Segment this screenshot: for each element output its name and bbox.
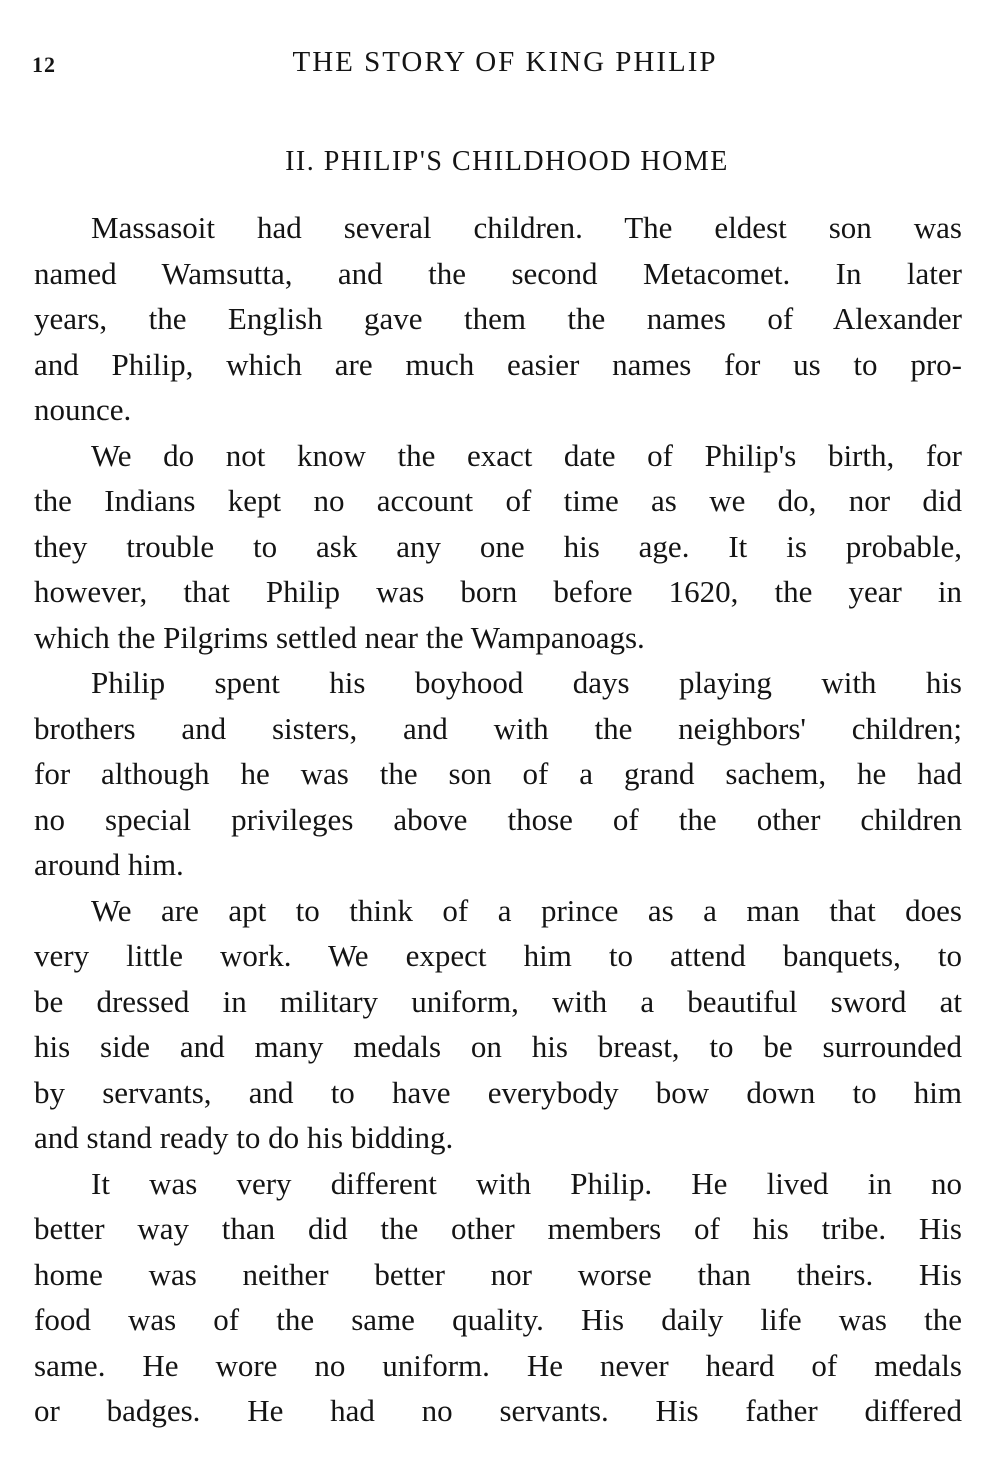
text-line: brothers and sisters, and with the neighbors' children; <box>34 710 962 746</box>
paragraph <box>34 888 962 1161</box>
paragraph <box>34 205 962 433</box>
running-title: THE STORY OF KING PHILIP <box>292 46 718 78</box>
running-head <box>30 46 960 90</box>
paragraph <box>34 660 962 888</box>
text-line: same. He wore no uniform. He never heard of medals <box>34 1347 962 1383</box>
paragraph <box>34 1161 962 1434</box>
text-line: which the Pilgrims settled near the Wampanoags. <box>34 619 645 655</box>
text-line: food was of the same quality. His daily life was the <box>34 1302 962 1337</box>
text-line: Philip spent his boyhood days playing with his <box>91 665 962 700</box>
text-line: or badges. He had no servants. His father differed <box>34 1393 962 1428</box>
text-line: better way than did the other members of his tribe. His <box>34 1211 962 1246</box>
text-line: home was neither better nor worse than theirs. His <box>34 1256 962 1292</box>
text-line: Massasoit had several children. The eldest son was <box>91 210 962 245</box>
text-line: around him. <box>34 847 184 882</box>
text-line: however, that Philip was born before 1620, the year in <box>34 574 962 609</box>
text-line: be dressed in military uniform, with a beautiful sword at <box>34 983 962 1019</box>
text-line: by servants, and to have everybody bow down to him <box>34 1074 962 1110</box>
text-line: for although he was the son of a grand sachem, he had <box>34 756 962 791</box>
chapter-title: II. PHILIP'S CHILDHOOD HOME <box>285 146 729 177</box>
text-line: they trouble to ask any one his age. It is probable, <box>34 528 962 564</box>
text-line: no special privileges above those of the other children <box>34 801 962 837</box>
text-line: the Indians kept no account of time as we do, nor did <box>34 483 962 518</box>
text-line: and stand ready to do his bidding. <box>34 1120 454 1155</box>
text-line: We do not know the exact date of Philip's birth, for <box>91 437 962 473</box>
paragraph <box>34 433 962 661</box>
text-line: We are apt to think of a prince as a man that does <box>91 892 962 928</box>
text-line: his side and many medals on his breast, to be surrounded <box>34 1029 962 1064</box>
text-line: nounce. <box>34 392 132 427</box>
text-line: It was very different with Philip. He lived in no <box>91 1165 962 1201</box>
text-line: years, the English gave them the names of Alexander <box>34 301 962 336</box>
text-line: and Philip, which are much easier names for us to pro- <box>34 346 962 382</box>
text-line: very little work. We expect him to attend banquets, to <box>34 938 962 973</box>
body-text <box>34 205 962 1434</box>
text-line: named Wamsutta, and the second Metacomet. In later <box>34 255 962 291</box>
page-number: 12 <box>32 52 56 77</box>
